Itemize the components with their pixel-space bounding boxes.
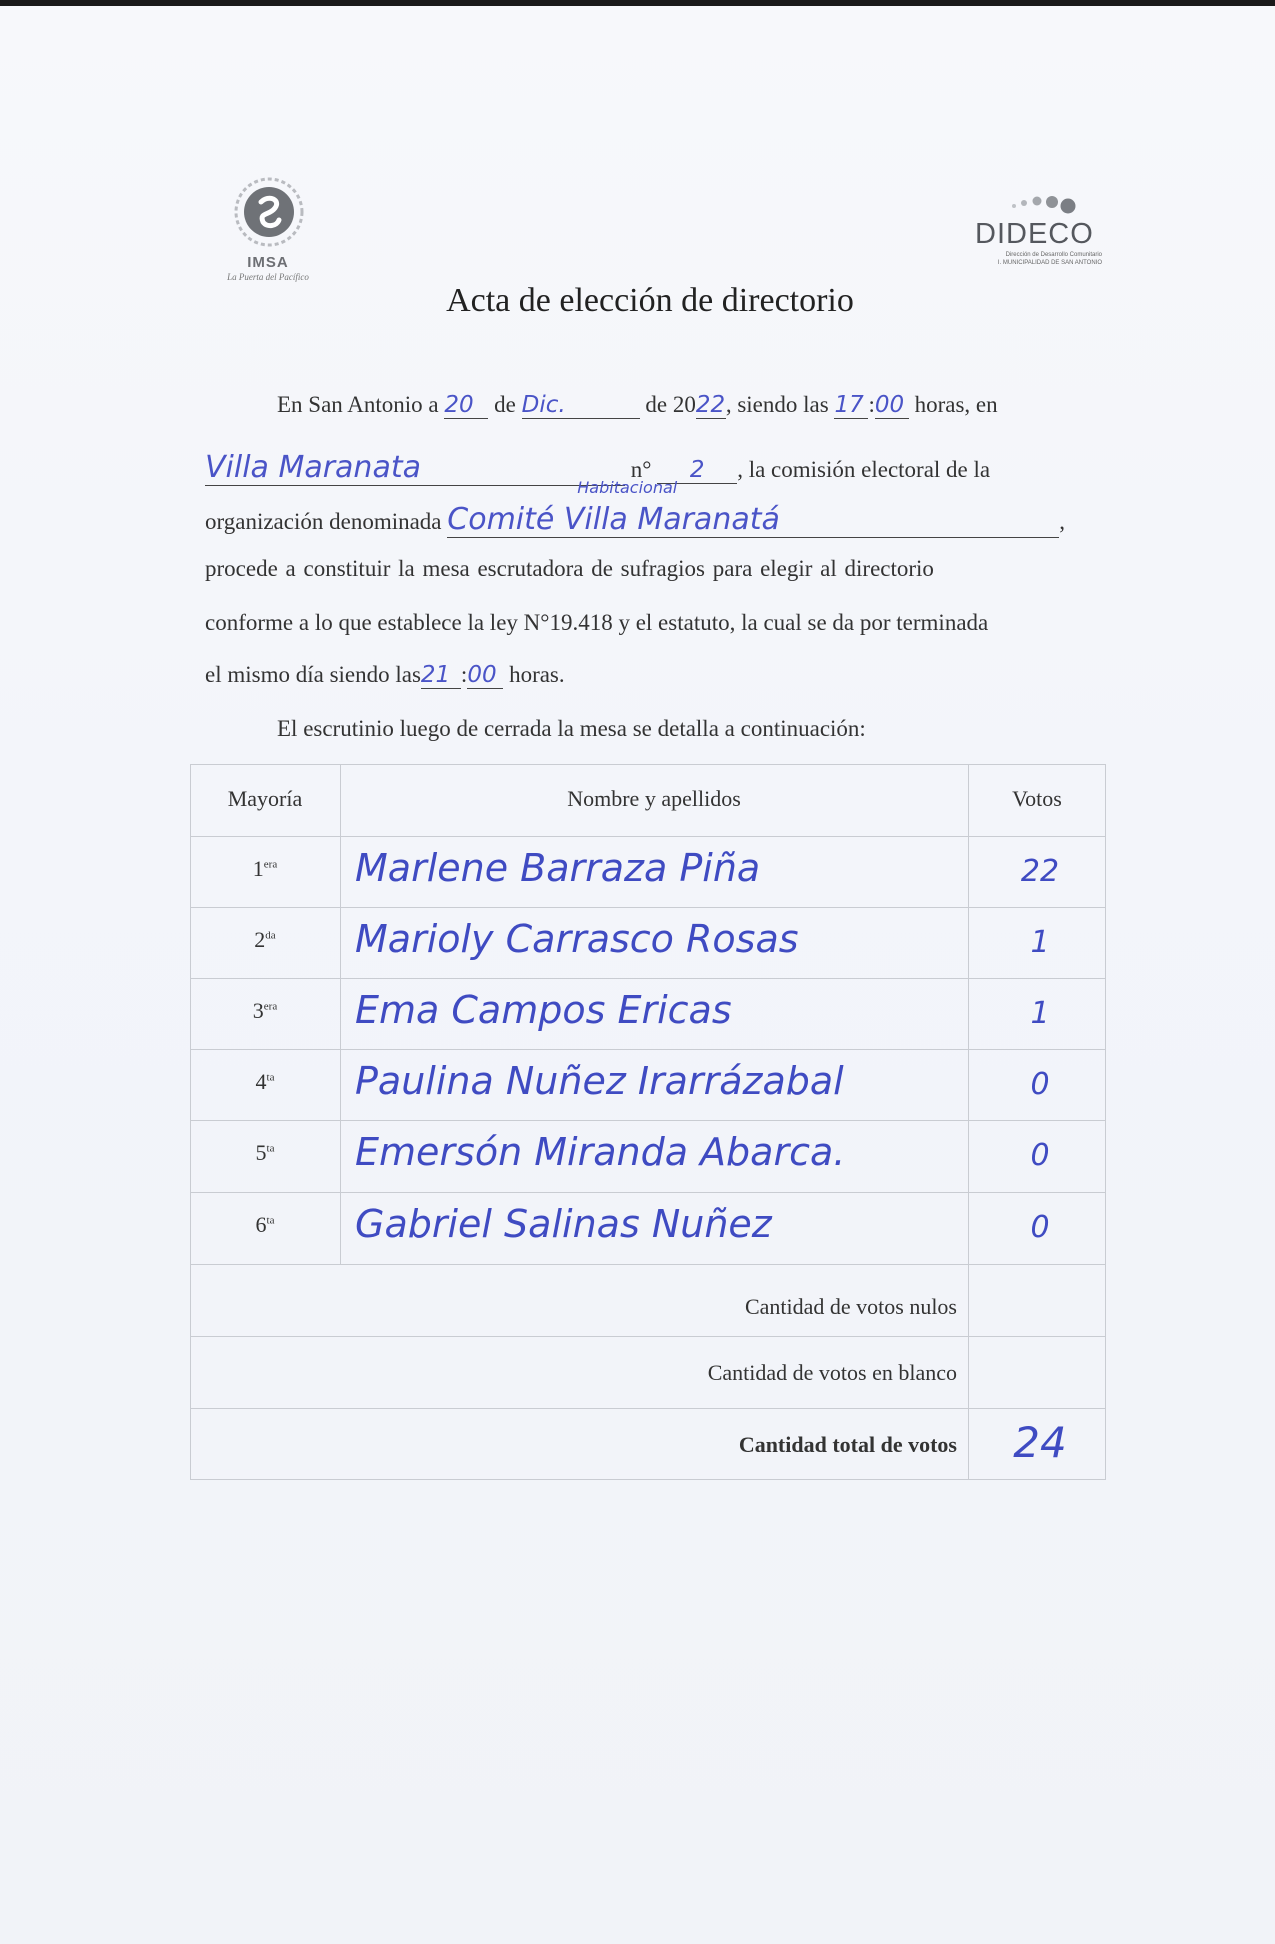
paragraph-line-5: conforme a lo que establece la ley N°19.418 y el estatuto, la cual se da por terminada (205, 610, 989, 635)
organization-insert: Habitacional (577, 478, 678, 497)
dideco-dots-icon (1006, 192, 1086, 216)
candidate-name: Paulina Nuñez Irarrázabal (355, 1059, 844, 1103)
organization-value: Comité Villa Maranatá (447, 502, 780, 537)
imsa-logo (208, 174, 328, 284)
blank-votes-label: Cantidad de votos en blanco (707, 1360, 957, 1385)
rank-cell: $6^{ta}$ (255, 1212, 275, 1237)
year-value: 22 (695, 392, 726, 418)
document-sheet (0, 6, 1275, 1944)
imsa-tagline: La Puerta del Pacífico (227, 272, 309, 282)
start-min-field (875, 392, 909, 419)
number-value: 2 (689, 457, 705, 483)
end-min-field (467, 662, 503, 689)
text: , (1059, 509, 1066, 534)
paragraph-line-1 (277, 392, 998, 419)
year-field (696, 392, 726, 419)
place-value: Villa Maranata (205, 450, 421, 485)
organization-field (447, 478, 1059, 538)
text: de 20 (645, 392, 696, 417)
candidate-name: Marioly Carrasco Rosas (355, 917, 799, 961)
text: de (494, 392, 516, 417)
text: horas. (509, 662, 565, 687)
candidate-name: Marlene Barraza Piña (355, 846, 761, 890)
header-votos: Votos (1012, 786, 1062, 811)
candidate-votes: 1 (1030, 925, 1050, 960)
text: organización denominada (205, 509, 442, 534)
table-row (190, 836, 1106, 908)
document-title: Acta de elección de directorio (446, 282, 854, 319)
table-row (190, 1049, 1106, 1121)
dideco-municipality: I. MUNICIPALIDAD DE SAN ANTONIO (997, 260, 1102, 266)
day-field (444, 392, 488, 419)
start-hour-field (834, 392, 868, 419)
header-mayoria: Mayoría (227, 786, 303, 811)
table-row (190, 1192, 1106, 1265)
paragraph-line-6 (205, 662, 565, 689)
dideco-name: DIDECO (975, 218, 1094, 250)
candidate-name: Ema Campos Ericas (355, 988, 732, 1032)
candidate-votes: 1 (1030, 996, 1050, 1031)
null-votes-label: Cantidad de votos nulos (744, 1294, 957, 1319)
imsa-emblem-icon (233, 176, 305, 248)
table-row (190, 1120, 1106, 1193)
candidate-votes: 22 (1020, 854, 1060, 889)
end-hour-field (421, 662, 461, 689)
candidate-votes: 0 (1030, 1138, 1050, 1173)
rank-cell: $4^{ta}$ (255, 1069, 275, 1094)
total-votes-row (190, 1408, 1106, 1480)
text: horas, en (914, 392, 998, 417)
end-min-value: 00 (467, 662, 497, 688)
dideco-logo (960, 192, 1100, 272)
candidate-votes: 0 (1030, 1067, 1050, 1102)
month-field (522, 392, 640, 419)
text: el mismo día siendo las (205, 662, 421, 687)
table-row (190, 978, 1106, 1050)
month-value: Dic. (521, 392, 566, 418)
paragraph-line-3 (205, 478, 1066, 538)
rank-cell: $1^{era}$ (252, 856, 278, 881)
text: : (460, 662, 468, 687)
start-hour-value: 17 (834, 392, 864, 418)
table-row (190, 907, 1106, 979)
candidate-name: Emersón Miranda Abarca. (355, 1130, 846, 1174)
null-votes-row (190, 1264, 1106, 1337)
paragraph-line-7: El escrutinio luego de cerrada la mesa se detalla a continuación: (277, 716, 866, 741)
table-header-row (190, 764, 1106, 837)
text: , siendo las (725, 392, 829, 417)
total-votes-label: Cantidad total de votos (738, 1432, 957, 1457)
place-field (205, 450, 625, 486)
rank-cell: $2^{da}$ (254, 927, 276, 952)
header-nombre: Nombre y apellidos (567, 786, 741, 811)
imsa-name: IMSA (247, 254, 289, 271)
end-hour-value: 21 (420, 662, 451, 688)
text: En San Antonio a (277, 392, 439, 417)
text: n° (630, 457, 652, 482)
day-value: 20 (444, 392, 474, 418)
candidate-votes: 0 (1030, 1210, 1050, 1245)
text: , la comisión electoral de la (737, 457, 991, 482)
paragraph-line-4: procede a constituir la mesa escrutadora de sufragios para elegir al directorio (205, 556, 934, 581)
rank-cell: $5^{ta}$ (255, 1140, 275, 1165)
total-votes-value: 24 (1013, 1418, 1067, 1467)
blank-votes-row (190, 1336, 1106, 1409)
candidate-name: Gabriel Salinas Nuñez (355, 1202, 772, 1246)
text: : (868, 392, 875, 417)
dideco-subtitle: Dirección de Desarrollo Comunitario (1005, 252, 1102, 258)
start-min-value: 00 (874, 392, 905, 418)
rank-cell: $3^{era}$ (252, 998, 278, 1023)
